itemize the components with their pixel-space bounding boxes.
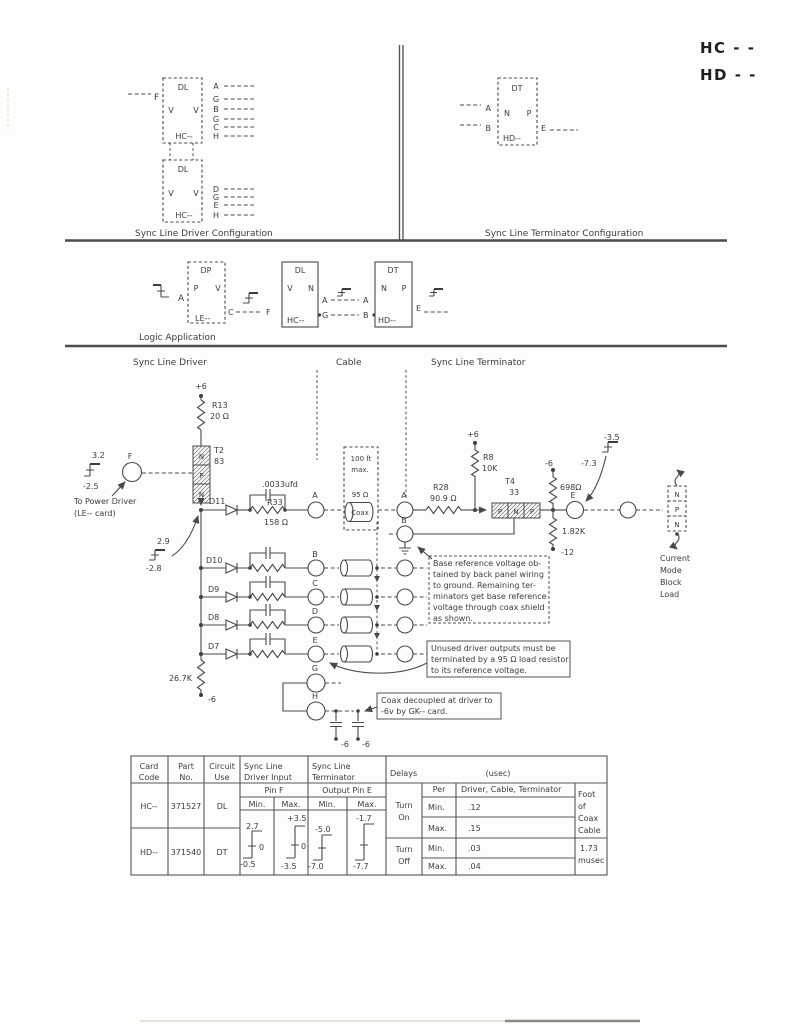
note-base-line-3: to ground. Remaining ter- xyxy=(433,581,536,590)
rising-step-waveform-e xyxy=(602,442,618,452)
cable-impedance: 95 Ω xyxy=(351,491,369,499)
note-base-reference xyxy=(418,547,549,623)
logic-application-caption: Logic Application xyxy=(139,333,216,343)
falling-step-waveform xyxy=(153,285,169,297)
load-top-arrow xyxy=(675,470,679,486)
cell-on-max-lbl: Max. xyxy=(428,824,448,833)
note-unused-line-2: terminated by a 95 Ω load resistor xyxy=(431,655,569,664)
load-label-3: Block xyxy=(660,578,682,587)
power-driver-note-1: To Power Driver xyxy=(74,497,137,506)
t4-p1: P xyxy=(497,508,503,516)
dl-block-1-v-left: V xyxy=(168,106,174,115)
th-card-1: Card xyxy=(139,762,159,771)
connector-unlabeled xyxy=(620,502,636,518)
t4-n: N xyxy=(513,508,519,516)
wf-pf-max-low: -3.5 xyxy=(281,862,297,871)
pin-e: E xyxy=(213,201,219,210)
pin-b: B xyxy=(213,105,219,114)
table-row-hc xyxy=(140,802,228,811)
dl-block-2-card: HC-- xyxy=(175,211,193,220)
terminator-config-caption: Sync Line Terminator Configuration xyxy=(485,229,644,239)
wf-pf-min-mid: 0 xyxy=(259,843,265,852)
cell-turn-off-1: Turn xyxy=(395,845,413,854)
cell-off-max-val: .04 xyxy=(468,862,481,871)
wf-j-high: 2.9 xyxy=(157,537,170,546)
cell-foot-3: Coax xyxy=(578,814,599,823)
wf-e-low: -7.3 xyxy=(581,459,597,468)
t4-label: T4 xyxy=(505,477,515,486)
coax-label: Coax xyxy=(351,509,369,517)
dl-block-2-v-left: V xyxy=(168,189,174,198)
connector-d-driver-label: D xyxy=(311,607,319,616)
terminator-configuration xyxy=(460,78,643,239)
th-output-pin-e: Output Pin E xyxy=(322,786,372,795)
scan-artifacts xyxy=(8,88,640,1021)
driver-row-c xyxy=(199,576,427,605)
dl-block-1-v-right: V xyxy=(193,106,199,115)
logic-in-f: F xyxy=(266,308,271,317)
current-mode-block-load xyxy=(660,470,690,599)
logic-out-c: C xyxy=(228,308,234,317)
cell-card-hd: HD-- xyxy=(140,848,158,857)
d9-label: D9 xyxy=(208,585,220,594)
coax-shield-bus xyxy=(374,522,380,656)
minus6-a-label: -6 xyxy=(545,459,553,468)
connector-g-driver-label: G xyxy=(311,664,319,673)
main-schematic xyxy=(73,358,690,749)
dt-card: HD-- xyxy=(378,316,396,325)
dl-n: N xyxy=(308,284,314,293)
cell-foot-val-2: musec xyxy=(578,856,605,865)
dp-card: LE-- xyxy=(195,314,211,323)
pin-h: H xyxy=(212,132,220,141)
pin-g3: G xyxy=(212,193,220,202)
hdr-cable: Cable xyxy=(336,358,362,368)
cell-off-min-val: .03 xyxy=(468,844,481,853)
cell-turn-on-2: On xyxy=(398,813,410,822)
dt-n: N xyxy=(381,284,387,293)
logic-out-g: G xyxy=(322,311,329,320)
wf-pe-max-low: -7.7 xyxy=(353,862,369,871)
connector-a-driver xyxy=(308,502,324,518)
r28-value: 90.9 Ω xyxy=(430,494,457,503)
d7-label: D7 xyxy=(208,642,220,651)
th-card-2: Code xyxy=(138,773,160,782)
r8-value: 10K xyxy=(482,464,498,473)
logic-application xyxy=(139,262,449,343)
th-driver-input-1: Sync Line xyxy=(244,762,283,771)
in-a-label: A xyxy=(485,104,491,113)
load-label-1: Current xyxy=(660,554,691,563)
connector-f xyxy=(123,463,142,482)
card-code-hc: HC - - xyxy=(700,39,756,57)
cap-minus6-1: -6 xyxy=(341,740,349,749)
base-reference-wire xyxy=(413,518,514,534)
wf-pe-min-high: -5.0 xyxy=(315,825,331,834)
t2-n1: N xyxy=(198,453,205,461)
hdr-sync-line-terminator: Sync Line Terminator xyxy=(431,358,526,368)
minus6-b-label: -6 xyxy=(208,695,216,704)
ground-symbol xyxy=(399,542,411,554)
connector-b-terminator-label: B xyxy=(401,516,407,525)
dp-title: DP xyxy=(200,266,212,275)
resistor-182k xyxy=(550,518,557,545)
connector-f-label: F xyxy=(127,452,133,461)
out-e-label: E xyxy=(541,124,547,133)
power-driver-arrow xyxy=(112,482,125,496)
rising-step-waveform-f xyxy=(84,464,100,476)
dl-block-2-title: DL xyxy=(177,165,189,174)
th-use-1: Circuit xyxy=(209,762,235,771)
wf-f-high: 3.2 xyxy=(92,451,105,460)
cell-foot-2: of xyxy=(578,802,586,811)
dp-p: P xyxy=(193,284,199,293)
block-connectors xyxy=(170,143,193,160)
dl-card: HC-- xyxy=(287,316,305,325)
dl-block-2-v-right: V xyxy=(193,189,199,198)
th-part-2: No. xyxy=(179,773,193,782)
diode-d11 xyxy=(226,505,237,515)
waveform-pinf-min xyxy=(240,822,264,869)
note-decoup-line-2: -6v by GK-- card. xyxy=(381,707,448,716)
cell-card-hc: HC-- xyxy=(140,802,158,811)
th-min-2: Min. xyxy=(318,800,336,809)
pin-h2: H xyxy=(212,211,220,220)
dt-block-n: N xyxy=(504,109,510,118)
connector-a-terminator-label: A xyxy=(401,491,407,500)
wf-pf-max-high: +3.5 xyxy=(287,814,307,823)
cell-part-hd: 371540 xyxy=(170,848,202,857)
waveform-pine-min xyxy=(308,825,332,871)
wf-pf-min-high: 2.7 xyxy=(246,822,259,831)
wf-pf-min-low: -0.5 xyxy=(240,860,256,869)
th-usec: (usec) xyxy=(485,769,511,778)
cell-foot-1: Foot xyxy=(578,790,596,799)
pin-a: A xyxy=(213,82,219,91)
cell-on-max-val: .15 xyxy=(468,824,481,833)
r28-label: R28 xyxy=(433,483,449,492)
logic-out-a: A xyxy=(322,296,328,305)
decoupling-capacitors xyxy=(330,711,364,741)
t2-p: P xyxy=(199,472,204,480)
wf-pe-max-high: -1.7 xyxy=(356,814,372,823)
connector-h-driver xyxy=(307,702,325,720)
cell-off-min-lbl: Min. xyxy=(428,844,445,853)
th-part-1: Part xyxy=(178,762,194,771)
cell-off-max-lbl: Max. xyxy=(428,862,448,871)
r13-value: 20 Ω xyxy=(210,412,229,421)
wf-f-low: -2.5 xyxy=(83,482,99,491)
resistor-r28 xyxy=(426,507,461,514)
th-terminator-1: Sync Line xyxy=(312,762,351,771)
dt-title: DT xyxy=(387,266,399,275)
logic-in-a: A xyxy=(178,294,185,304)
connector-a-driver-label: A xyxy=(312,491,318,500)
th-min-1: Min. xyxy=(248,800,266,809)
driver-configuration xyxy=(128,78,273,239)
waveform-pinf-max xyxy=(281,814,306,871)
th-driver-input-2: Driver Input xyxy=(244,773,292,782)
cell-part-hc: 371527 xyxy=(170,802,202,811)
t2-n2: N xyxy=(198,491,205,499)
transistor-t4 xyxy=(492,503,540,518)
pin-stub-wires-2 xyxy=(224,189,254,215)
waveform-pine-max xyxy=(353,814,374,871)
cell-turn-on-1: Turn xyxy=(395,801,413,810)
r267-value: 26.7K xyxy=(168,674,192,683)
load-n1: N xyxy=(674,491,680,499)
section-rules xyxy=(65,45,727,346)
dl-v: V xyxy=(287,284,293,293)
cell-foot-4: Cable xyxy=(578,826,601,835)
r182-value: 1.82K xyxy=(562,527,586,536)
rising-step-waveform-j xyxy=(149,550,165,560)
card-code-hd: HD - - xyxy=(700,66,757,84)
driver-config-caption: Sync Line Driver Configuration xyxy=(135,229,273,239)
rising-step-waveform-3 xyxy=(429,289,443,296)
th-max-1: Max. xyxy=(281,800,301,809)
pin-g1: G xyxy=(212,95,220,104)
cell-foot-val-1: 1.73 xyxy=(580,844,598,853)
connector-b-terminator xyxy=(397,526,413,542)
pin-g2: G xyxy=(212,115,220,124)
note-unused-line-1: Unused driver outputs must be xyxy=(431,644,556,653)
th-delays: Delays xyxy=(390,769,418,778)
note-base-line-4: minators get base reference xyxy=(433,592,547,601)
pin-c: C xyxy=(213,123,219,132)
dl-title: DL xyxy=(294,266,306,275)
connector-h-driver-label: H xyxy=(311,692,319,701)
spec-table xyxy=(131,756,607,875)
d11-label: D11 xyxy=(209,497,226,506)
r13-label: R13 xyxy=(212,401,228,410)
r8-label: R8 xyxy=(483,453,494,462)
note-base-line-1: Base reference voltage ob- xyxy=(433,559,542,568)
hdr-sync-line-driver: Sync Line Driver xyxy=(133,358,207,368)
dl-block-1-title: DL xyxy=(177,83,189,92)
cap-value: .0033ufd xyxy=(262,480,298,489)
wf-j-low: -2.8 xyxy=(146,564,162,573)
note-base-line-2: tained by back panel wiring xyxy=(433,570,544,579)
cell-use-hc: DL xyxy=(216,802,228,811)
minus12-label: -12 xyxy=(561,548,575,557)
r33-label: R33 xyxy=(267,498,283,507)
driver-row-d xyxy=(199,604,427,633)
driver-row-b xyxy=(199,547,427,576)
t4-p2: P xyxy=(529,508,535,516)
t2-label: T2 xyxy=(214,446,224,455)
th-pin-f: Pin F xyxy=(264,786,284,795)
t2-value: 83 xyxy=(214,457,225,466)
note-decoup-arrow xyxy=(365,707,377,711)
table-row-hd xyxy=(140,848,228,857)
th-terminator-2: Terminator xyxy=(312,773,355,782)
t4-value: 33 xyxy=(509,488,520,497)
dt-block-card: HD-- xyxy=(503,134,521,143)
note-unused-arrow xyxy=(330,663,427,673)
wf-j-arrow xyxy=(172,516,198,556)
cell-on-min-val: .12 xyxy=(468,803,481,812)
logic-in-b: B xyxy=(363,311,369,320)
transistor-t2 xyxy=(193,446,210,503)
d8-label: D8 xyxy=(208,613,220,622)
connector-g-driver xyxy=(307,674,325,692)
note-base-line-6: as shown. xyxy=(433,614,473,623)
wf-e-high: -3.5 xyxy=(604,433,620,442)
th-max-2: Max. xyxy=(357,800,377,809)
dt-block-p: P xyxy=(526,109,532,118)
in-b-label: B xyxy=(485,124,491,133)
wf-pe-min-low: -7.0 xyxy=(308,862,324,871)
note-base-line-5: voltage through coax shield xyxy=(433,603,545,612)
load-label-4: Load xyxy=(660,590,680,599)
connector-c-driver-label: C xyxy=(312,579,318,588)
note-decoup-line-1: Coax decoupled at driver to xyxy=(381,696,493,705)
cable-box xyxy=(344,447,378,530)
cap-minus6-2: -6 xyxy=(362,740,370,749)
connector-e-driver-label: E xyxy=(312,636,318,645)
plus6-label: +6 xyxy=(195,382,207,391)
resistor-r13 xyxy=(198,400,205,430)
note-base-arrow xyxy=(418,547,432,559)
cable-length-2: max. xyxy=(351,466,369,474)
th-use-2: Use xyxy=(214,773,230,782)
plus6-b-label: +6 xyxy=(467,430,479,439)
wf-pf-max-mid: 0 xyxy=(301,842,307,851)
resistor-698 xyxy=(550,477,557,504)
cell-turn-off-2: Off xyxy=(398,857,410,866)
note-unused-line-3: to its reference voltage. xyxy=(431,666,527,675)
note-coax-decoupled xyxy=(365,693,501,719)
connector-e-terminator xyxy=(567,502,584,519)
logic-in-a2: A xyxy=(363,296,369,305)
power-driver-note-2: (LE-- card) xyxy=(74,509,116,518)
driver-row-e xyxy=(199,633,427,662)
load-p: P xyxy=(674,506,680,514)
input-f-label: F xyxy=(154,93,160,103)
logic-out-e: E xyxy=(416,304,422,313)
g-h-loop-wire xyxy=(283,683,307,711)
r698-value: 698Ω xyxy=(560,483,582,492)
th-driver-cable-terminator: Driver, Cable, Terminator xyxy=(461,785,562,794)
rising-step-waveform-1 xyxy=(243,293,258,303)
pin-d: D xyxy=(212,185,220,194)
pin-stub-wires xyxy=(224,86,254,136)
resistor-r8 xyxy=(472,450,479,477)
cable-length-1: 100 ft xyxy=(350,455,372,463)
dt-block-title: DT xyxy=(511,84,523,93)
resistor-267k xyxy=(198,660,205,690)
rising-step-waveform-2 xyxy=(337,289,351,296)
d10-label: D10 xyxy=(206,556,223,565)
cell-on-min-lbl: Min. xyxy=(428,803,445,812)
r33-value: 158 Ω xyxy=(264,518,288,527)
dp-v: V xyxy=(215,284,221,293)
dl-block-1-card: HC-- xyxy=(175,132,193,141)
connector-b-driver-label: B xyxy=(312,550,318,559)
th-per: Per xyxy=(432,785,446,794)
load-n2: N xyxy=(674,521,680,529)
cell-use-hd: DT xyxy=(216,848,228,857)
load-label-2: Mode xyxy=(660,566,682,575)
dt-p: P xyxy=(401,284,407,293)
connector-e-terminator-label: E xyxy=(570,491,576,500)
